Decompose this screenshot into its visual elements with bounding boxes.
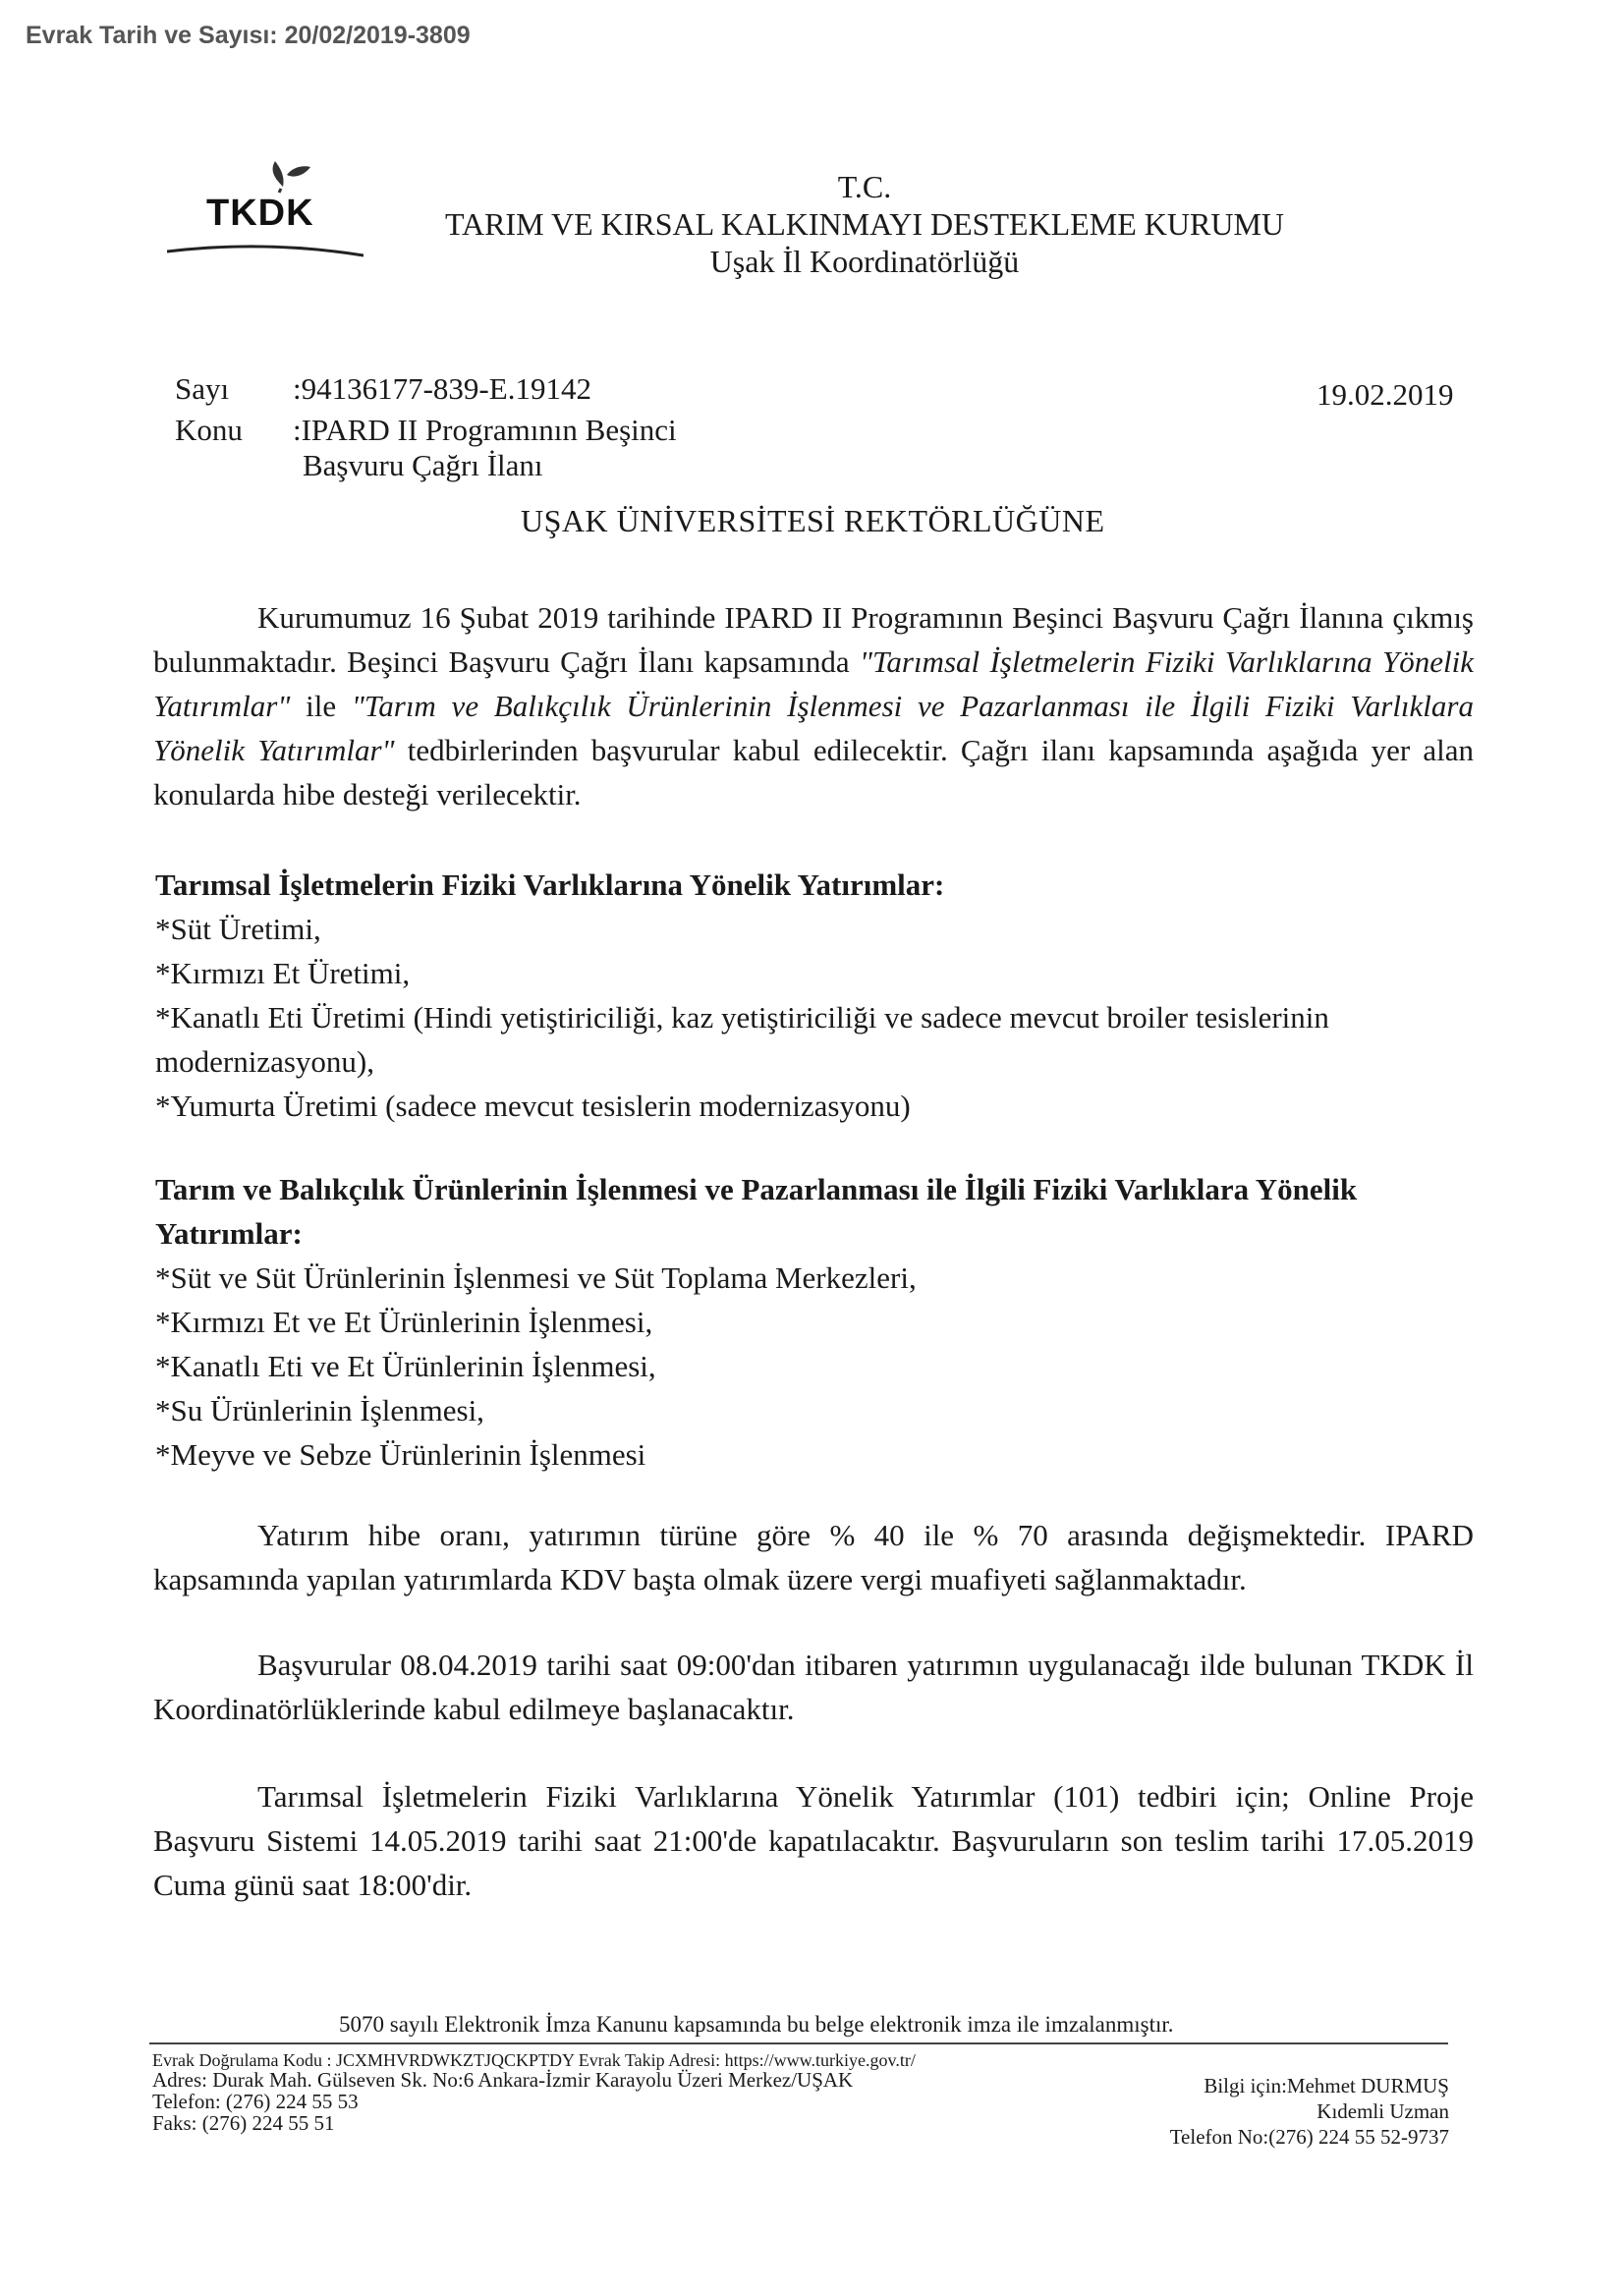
header-institution: TARIM VE KIRSAL KALKINMAYI DESTEKLEME KURUMU xyxy=(444,206,1284,242)
intro-paragraph xyxy=(153,595,1474,816)
intro-text-e: tedbirlerinden başvurular kabul edilecektir. Çağrı ilanı kapsamında aşağıda yer alan konularda hibe desteği verilecektir. xyxy=(153,733,1474,811)
list-item: *Süt Üretimi, xyxy=(155,912,321,946)
footer-divider xyxy=(149,2042,1448,2044)
sayi-value: :94136177-839-E.19142 xyxy=(293,371,591,406)
esign-notice: 5070 sayılı Elektronik İmza Kanunu kapsamında bu belge elektronik imza ile imzalanmıştır. xyxy=(339,2012,1174,2037)
tkdk-logo xyxy=(167,157,364,265)
list-item: *Kırmızı Et Üretimi, xyxy=(155,956,411,990)
list-item: *Kanatlı Eti ve Et Ürünlerinin İşlenmesi, xyxy=(155,1349,656,1383)
list-item: *Süt ve Süt Ürünlerinin İşlenmesi ve Süt Toplama Merkezleri, xyxy=(155,1260,917,1295)
header-tc: T.C. xyxy=(837,169,892,204)
footer-fax: Faks: (276) 224 55 51 xyxy=(152,2111,335,2135)
document-date: 19.02.2019 xyxy=(1316,377,1454,412)
application-start-text: Başvurular 08.04.2019 tarihi saat 09:00'dan itibaren yatırımın uygulanacağı ilde bulunan TKDK İl Koordinatörlüklerinde kabul edilmeye başlanacaktır. xyxy=(153,1648,1474,1726)
addressee: UŞAK ÜNİVERSİTESİ REKTÖRLÜĞÜNE xyxy=(521,503,1105,538)
contact-phone: Telefon No:(276) 224 55 52-9737 xyxy=(1169,2125,1449,2149)
deadline-text: Tarımsal İşletmelerin Fiziki Varlıklarına Yönelik Yatırımlar (101) tedbiri için; Online Proje Başvuru Sistemi 14.05.2019 tarihi saat 21:00'de kapatılacaktır. Başvuruların son teslim tarihi 17.05.2019 Cuma günü saat 18:00'dir. xyxy=(153,1779,1474,1902)
grant-rate-text: Yatırım hibe oranı, yatırımın türüne göre % 40 ile % 70 arasında değişmektedir. IPARD kapsamında yapılan yatırımlarda KDV başta olmak üzere vergi muafiyeti sağlanmaktadır. xyxy=(153,1518,1474,1596)
contact-title: Kıdemli Uzman xyxy=(1316,2099,1449,2123)
list-item: *Su Ürünlerinin İşlenmesi, xyxy=(155,1393,484,1427)
document-date-number-stamp: Evrak Tarih ve Sayısı: 20/02/2019-3809 xyxy=(26,22,471,49)
section-processing-marketing xyxy=(155,1167,1472,1477)
application-start-paragraph xyxy=(153,1643,1474,1731)
deadline-paragraph xyxy=(153,1774,1474,1907)
intro-text-c: ile xyxy=(290,689,352,723)
list-item: *Meyve ve Sebze Ürünlerinin İşlenmesi xyxy=(155,1437,646,1472)
measure-101-title: "Tarımsal İşletmelerin Fiziki Varlıklarına Yönelik Yatırımlar" xyxy=(153,644,1474,723)
list-item: *Kırmızı Et ve Et Ürünlerinin İşlenmesi, xyxy=(155,1305,653,1339)
measure-103-title: "Tarım ve Balıkçılık Ürünlerinin İşlenmesi ve Pazarlanması ile İlgili Fiziki Varlıklara Yönelik Yatırımlar" xyxy=(153,689,1474,767)
section2-heading: Tarım ve Balıkçılık Ürünlerinin İşlenmesi ve Pazarlanması ile İlgili Fiziki Varlıklara Yönelik Yatırımlar: xyxy=(155,1172,1358,1251)
section1-heading: Tarımsal İşletmelerin Fiziki Varlıklarına Yönelik Yatırımlar: xyxy=(155,867,945,902)
section-agricultural-holdings xyxy=(155,863,1472,1128)
list-item: *Kanatlı Eti Üretimi (Hindi yetiştiriciliği, kaz yetiştiriciliği ve sadece mevcut broiler tesislerinin modernizasyonu), xyxy=(155,1000,1329,1079)
footer-phone: Telefon: (276) 224 55 53 xyxy=(152,2090,359,2113)
konu-label: Konu xyxy=(175,413,243,447)
list-item: *Yumurta Üretimi (sadece mevcut tesislerin modernizasyonu) xyxy=(155,1089,911,1123)
konu-value-line2: Başvuru Çağrı İlanı xyxy=(303,448,543,482)
sayi-label: Sayı xyxy=(175,371,230,406)
header-office: Uşak İl Koordinatörlüğü xyxy=(709,244,1020,279)
verification-code: Evrak Doğrulama Kodu : JCXMHVRDWKZTJQCKPTDY Evrak Takip Adresi: https://www.turkiye.gov.tr/ xyxy=(152,2050,916,2070)
footer-address: Adres: Durak Mah. Gülseven Sk. No:6 Ankara-İzmir Karayolu Üzeri Merkez/UŞAK xyxy=(152,2068,854,2092)
contact-name: Bilgi için:Mehmet DURMUŞ xyxy=(1204,2074,1449,2097)
grant-rate-paragraph xyxy=(153,1513,1474,1601)
intro-text-a: Kurumumuz 16 Şubat 2019 tarihinde IPARD II Programının Beşinci Başvuru Çağrı İlanına çıkmış bulunmaktadır. Beşinci Başvuru Çağrı İlanı kapsamında xyxy=(153,600,1474,679)
konu-value-line1: :IPARD II Programının Beşinci xyxy=(293,413,677,447)
logo-text: TKDK xyxy=(206,193,314,234)
